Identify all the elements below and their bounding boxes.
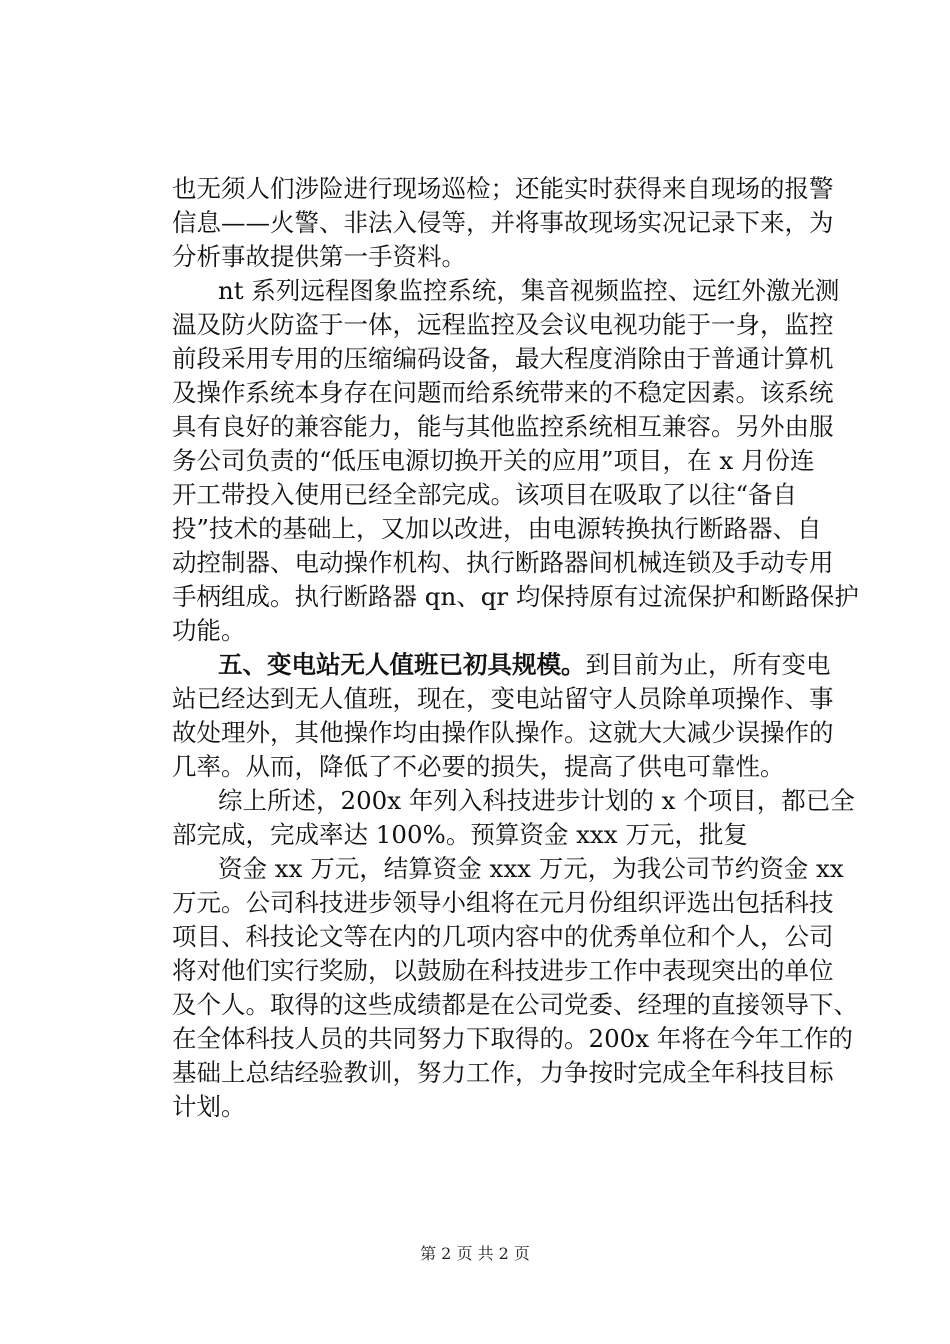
paragraph-line: 及操作系统本身存在问题而给系统带来的不稳定因素。该系统 bbox=[172, 378, 834, 407]
paragraph-line bbox=[218, 648, 831, 682]
paragraph-line: 综上所述，200x 年列入科技进步计划的 x 个项目，都已全 bbox=[218, 786, 855, 815]
paragraph-line: 将对他们实行奖励，以鼓励在科技进步工作中表现突出的单位 bbox=[172, 956, 834, 985]
paragraph-line: 具有良好的兼容能力，能与其他监控系统相互兼容。另外由服 bbox=[172, 412, 834, 441]
paragraph-line: 基础上总结经验教训，努力工作，力争按时完成全年科技目标 bbox=[172, 1058, 834, 1087]
paragraph-line: 温及防火防盗于一体，远程监控及会议电视功能于一身，监控 bbox=[172, 310, 834, 339]
section-heading: 五、变电站无人值班已初具规模。 bbox=[218, 650, 586, 679]
paragraph-line: 开工带投入使用已经全部完成。该项目在吸取了以往“备自 bbox=[172, 480, 798, 509]
paragraph-line: 万元。公司科技进步领导小组将在元月份组织评选出包括科技 bbox=[172, 888, 834, 917]
paragraph-text: 到目前为止，所有变电 bbox=[585, 650, 831, 679]
paragraph-line: 动控制器、电动操作机构、执行断路器间机械连锁及手动专用 bbox=[172, 548, 834, 577]
paragraph-line: 资金 xx 万元，结算资金 xxx 万元，为我公司节约资金 xx bbox=[218, 854, 844, 883]
paragraph-line: 分析事故提供第一手资料。 bbox=[172, 242, 466, 271]
paragraph-line: nt 系列远程图象监控系统，集音视频监控、远红外激光测 bbox=[218, 276, 840, 305]
paragraph-line: 站已经达到无人值班，现在，变电站留守人员除单项操作、事 bbox=[172, 684, 834, 713]
paragraph-line: 功能。 bbox=[172, 616, 246, 645]
paragraph-line: 部完成，完成率达 100%。预算资金 xxx 万元，批复 bbox=[172, 820, 748, 849]
paragraph-line: 投”技术的基础上，又加以改进，由电源转换执行断路器、自 bbox=[172, 514, 822, 543]
paragraph-line: 故处理外，其他操作均由操作队操作。这就大大减少误操作的 bbox=[172, 718, 834, 747]
paragraph-line: 项目、科技论文等在内的几项内容中的优秀单位和个人，公司 bbox=[172, 922, 834, 951]
paragraph-line: 及个人。取得的这些成绩都是在公司党委、经理的直接领导下、 bbox=[172, 990, 858, 1019]
paragraph-line: 也无须人们涉险进行现场巡检；还能实时获得来自现场的报警 bbox=[172, 174, 834, 203]
paragraph-line: 前段采用专用的压缩编码设备，最大程度消除由于普通计算机 bbox=[172, 344, 834, 373]
paragraph-line: 几率。从而，降低了不必要的损失，提高了供电可靠性。 bbox=[172, 752, 785, 781]
paragraph-line: 务公司负责的“低压电源切换开关的应用”项目，在 x 月份连 bbox=[172, 446, 815, 475]
paragraph-line: 计划。 bbox=[172, 1092, 246, 1121]
paragraph-line: 手柄组成。执行断路器 qn、qr 均保持原有过流保护和断路保护 bbox=[172, 582, 859, 611]
page-footer: 第 2 页 共 2 页 bbox=[420, 1244, 530, 1263]
paragraph-line: 信息——火警、非法入侵等，并将事故现场实况记录下来，为 bbox=[172, 208, 834, 237]
paragraph-line: 在全体科技人员的共同努力下取得的。200x 年将在今年工作的 bbox=[172, 1024, 853, 1053]
